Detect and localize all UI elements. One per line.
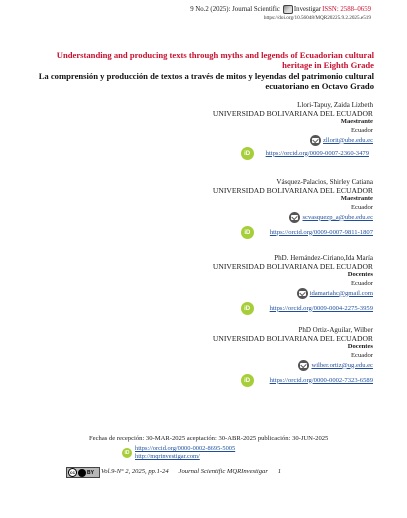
orcid-icon: iD [241,302,254,315]
author-orcid-row [213,226,373,239]
author-degree: Maestrante [340,118,373,126]
author-university: UNIVERSIDAD BOLIVARIANA DEL ECUADOR [212,185,373,195]
author-university: UNIVERSIDAD BOLIVARIANA DEL ECUADOR [212,261,373,271]
cc-license-badge[interactable] [66,467,100,478]
author-orcid-link[interactable]: https://orcid.org/0000-0002-7323-6589 [269,376,373,384]
author-email-row [213,360,373,371]
journal-header [190,4,371,21]
author-name: PhD Ortiz-Aguilar, Wilber [298,326,373,334]
doi-link[interactable]: https://doi.org/10.56048/MQR20225.9.2.2025.e519 [263,15,371,21]
author-orcid-row [213,374,373,387]
author-email-row [213,212,373,223]
author-degree: Docentes [347,343,373,351]
publication-dates: Fechas de recepción: 30-MAR-2025 aceptación: 30-ABR-2025 publicación: 30-JUN-2025 [89,435,329,442]
email-icon [289,212,300,223]
author-orcid-link[interactable]: https://orcid.org/0009-0007-9811-1807 [269,228,373,236]
email-icon [297,288,308,299]
author-degree: Docentes [347,271,373,279]
page-footer: Vol.9-N° 2, 2025, pp.1-24 Journal Scientific MQRInvestigar 1 [101,468,282,475]
journal-orcid-link[interactable]: https://orcid.org/0000-0002-8695-5005 [135,445,236,452]
author-block [213,178,373,239]
author-country: Ecuador [351,351,373,359]
issn-text: ISSN: 2588–0659 [322,5,371,13]
author-university: UNIVERSIDAD BOLIVARIANA DEL ECUADOR [212,333,373,343]
author-block [213,326,373,387]
author-block [213,254,373,315]
journal-name-suffix: Investigar [293,5,322,13]
email-icon [310,135,321,146]
cc-icon: cc [69,470,75,475]
author-email-link[interactable]: wilber.ortiz@ug.edu.ec [311,361,373,369]
journal-orcid-block [122,445,235,461]
journal-url-link[interactable]: http://mqrinvestigar.com/ [135,453,200,460]
author-name: Llori-Tapuy, Zaida Lizbeth [297,101,373,109]
title-english: Understanding and producing texts through myths and legends of Ecuadorian cultural heritage in Eighth Grade [56,50,374,70]
orcid-icon: iD [241,374,254,387]
orcid-icon: iD [241,226,254,239]
person-icon [78,469,86,477]
title-spanish: La comprensión y producción de textos a través de mitos y leyendas del patrimonio cultural ecuatoriano en Octavo Grado [38,71,374,91]
author-email-link[interactable]: zllorit@ube.edu.ec [322,136,373,144]
author-country: Ecuador [351,126,373,134]
mqr-logo-icon [282,4,292,14]
author-email-row [213,135,373,146]
author-university: UNIVERSIDAD BOLIVARIANA DEL ECUADOR [212,108,373,118]
author-country: Ecuador [351,279,373,287]
orcid-icon: iD [241,147,254,160]
author-block [213,101,373,160]
author-email-link[interactable]: idamariahc@gmail.com [309,289,373,297]
journal-links [135,445,235,461]
volume-journal-text: 9 No.2 (2025): Journal Scientific [190,5,280,13]
author-orcid-row [213,147,369,160]
author-orcid-link[interactable]: https://orcid.org/0009-0004-2275-3959 [269,304,373,312]
orcid-icon: iD [122,448,132,458]
author-country: Ecuador [351,203,373,211]
author-name: Vásquez-Palacios, Shirley Catiana [276,178,373,186]
author-orcid-row [213,302,373,315]
journal-header-line [190,4,371,14]
license-label: BY [87,469,94,476]
author-degree: Maestrante [340,195,373,203]
email-icon [298,360,309,371]
author-orcid-link[interactable]: https://orcid.org/0009-0007-2360-3479 [265,149,369,157]
author-email-link[interactable]: scvasquezp_a@ube.edu.ec [302,213,373,221]
author-email-row [213,288,373,299]
author-name: PhD. Hernández-Ciriano,Ida María [274,254,373,262]
